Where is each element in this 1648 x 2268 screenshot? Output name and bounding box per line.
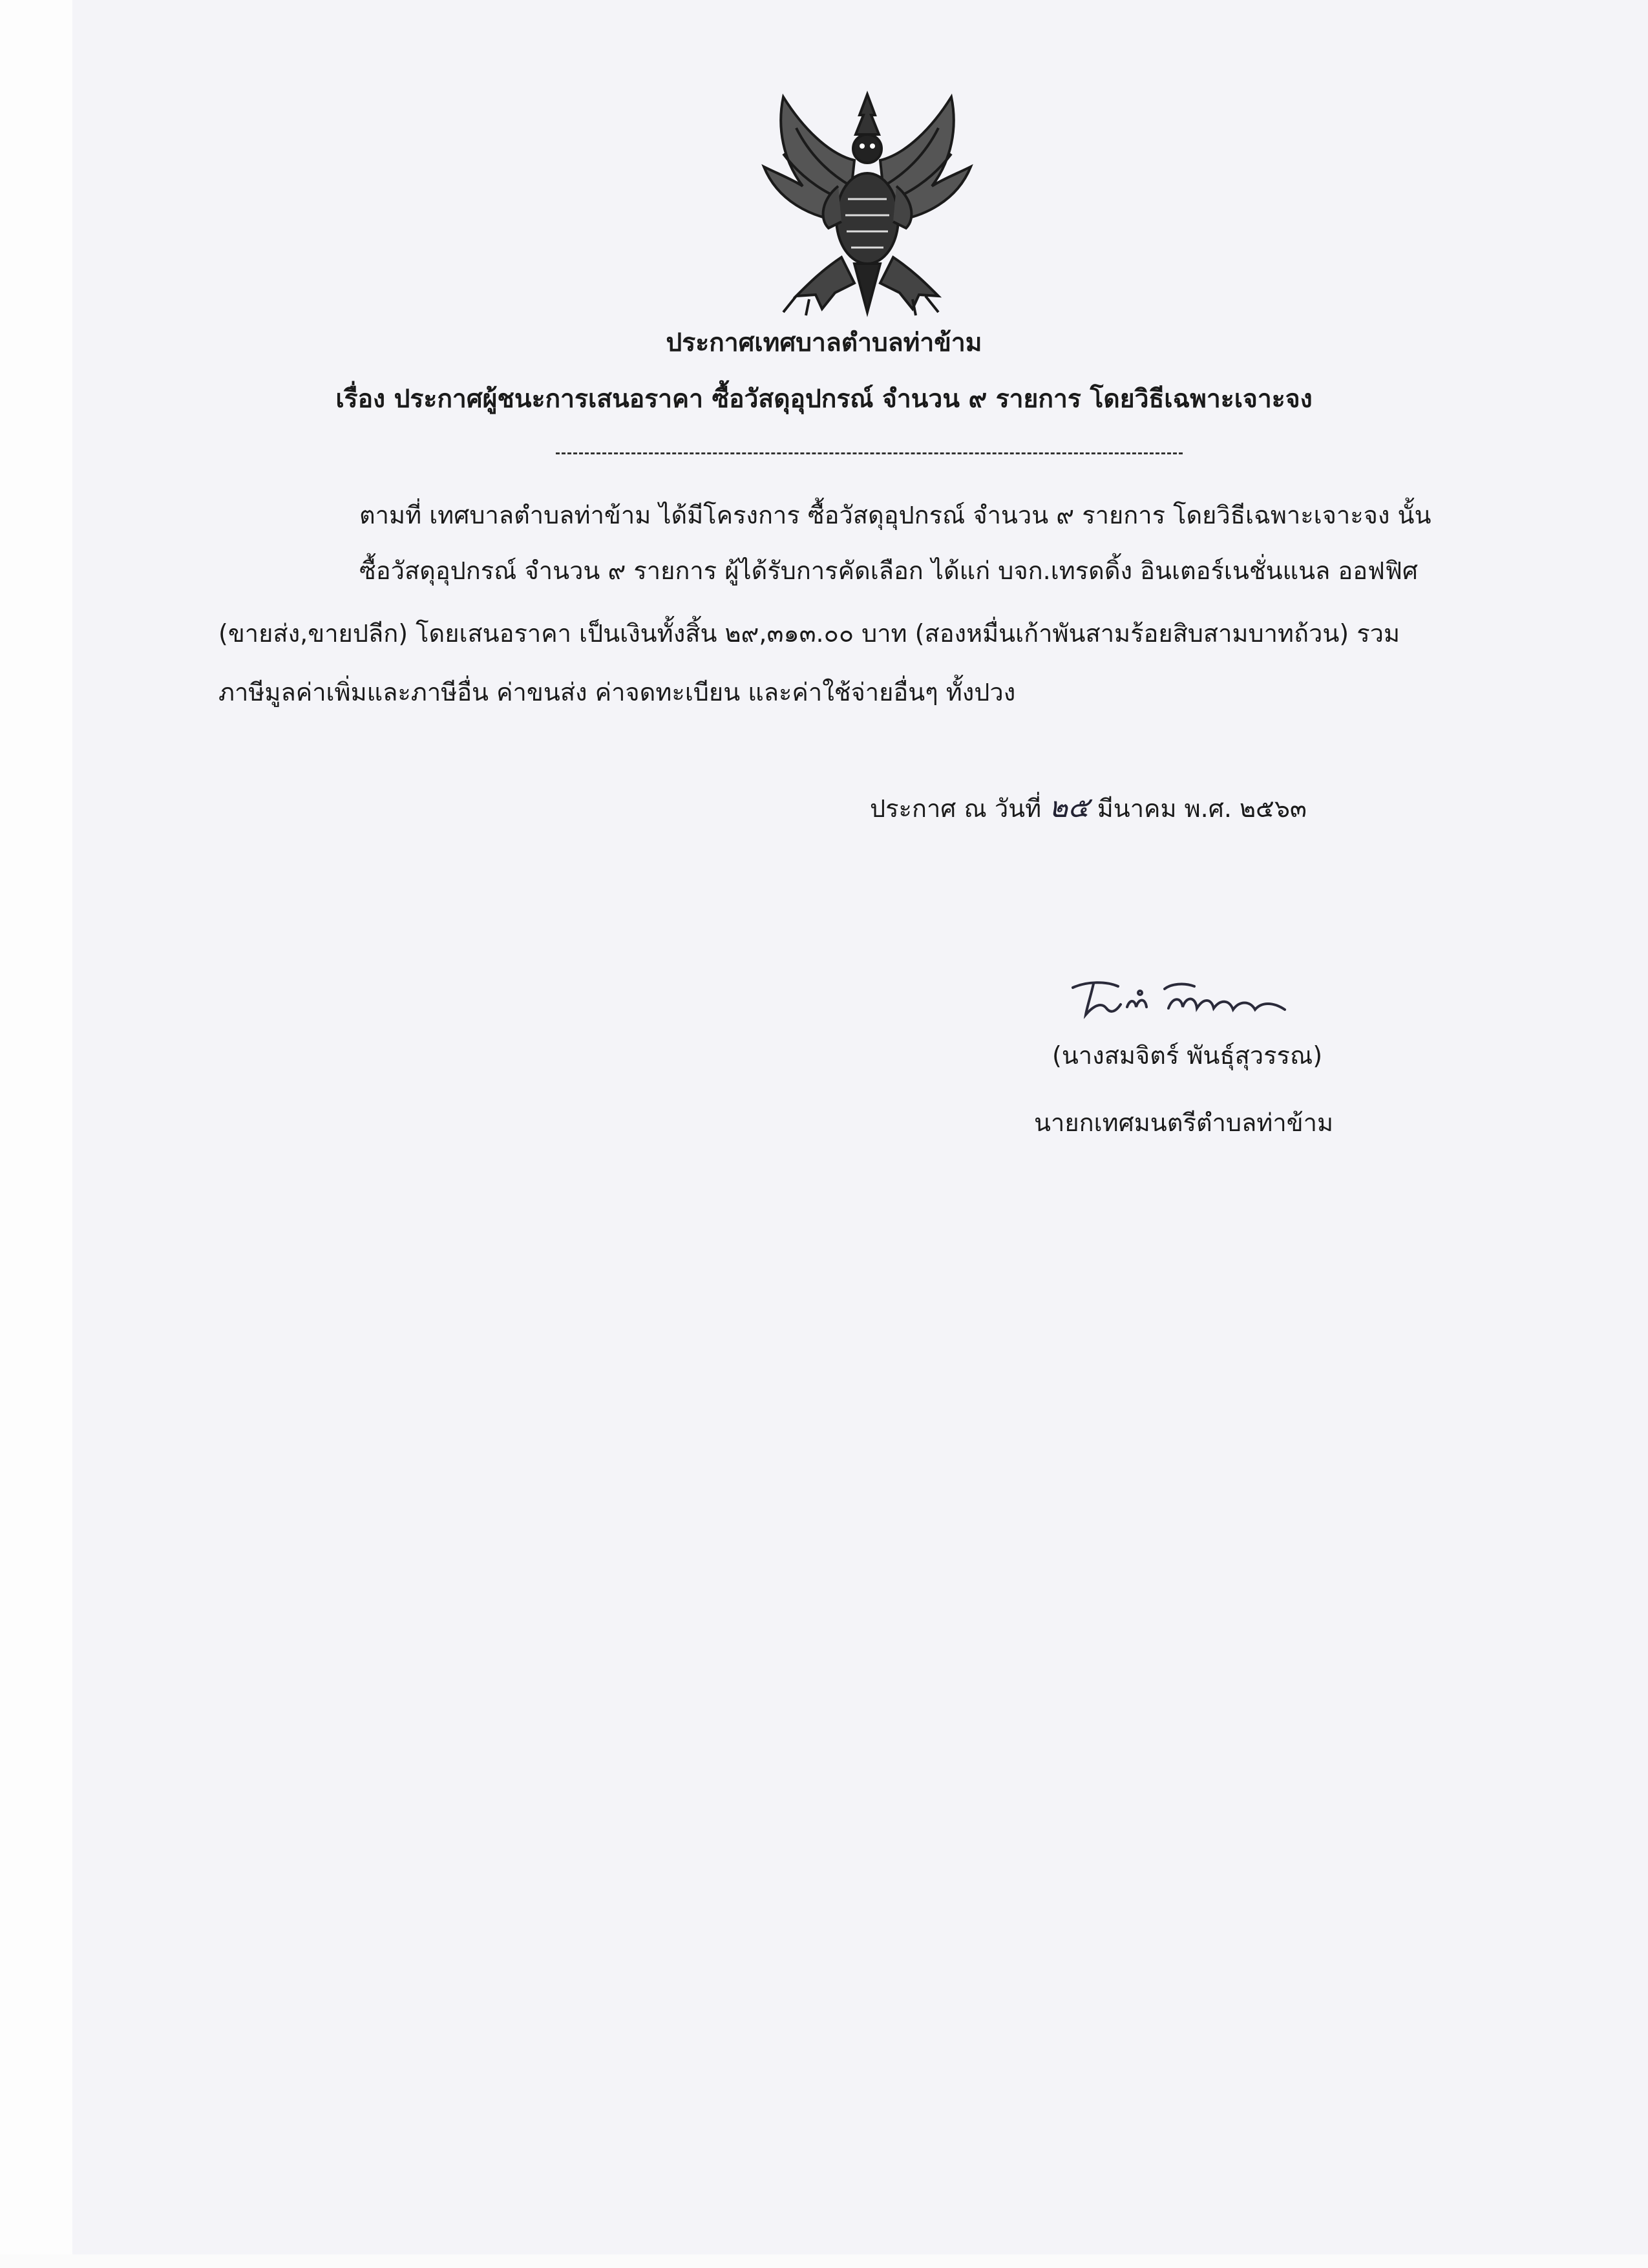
body-line-1: ตามที่ เทศบาลตำบลท่าข้าม ได้มีโครงการ ซื้อวัสดุอุปกรณ์ จำนวน ๙ รายการ โดยวิธีเฉพาะเจาะจง นั้น	[359, 501, 1431, 529]
date-suffix: มีนาคม พ.ศ. ๒๕๖๓	[1097, 794, 1307, 823]
body-line-2: ซื้อวัสดุอุปกรณ์ จำนวน ๙ รายการ ผู้ได้รับการคัดเลือก ได้แก่ บจก.เทรดดิ้ง อินเตอร์เนชั่นแนล ออฟฟิศ	[359, 556, 1418, 585]
signer-name: (นางสมจิตร์ พันธุ์สุวรรณ)	[1052, 1041, 1323, 1070]
document-title: ประกาศเทศบาลตำบลท่าข้าม	[666, 328, 982, 357]
scan-bottom-edge	[0, 2254, 1648, 2268]
date-prefix: ประกาศ ณ วันที่	[870, 794, 1042, 823]
body-line-3: (ขายส่ง,ขายปลีก) โดยเสนอราคา เป็นเงินทั้งสิ้น ๒๙,๓๑๓.๐๐ บาท (สองหมื่นเก้าพันสามร้อยสิบสามบาทถ้วน) รวม	[218, 619, 1400, 648]
garuda-emblem	[757, 89, 977, 321]
document-subject: เรื่อง ประกาศผู้ชนะการเสนอราคา ซื้อวัสดุอุปกรณ์ จำนวน ๙ รายการ โดยวิธีเฉพาะเจาะจง	[335, 385, 1313, 414]
announcement-date	[870, 792, 1307, 825]
handwritten-signature	[1068, 970, 1300, 1028]
signer-position: นายกเทศมนตรีตำบลท่าข้าม	[1034, 1108, 1334, 1137]
body-line-4: ภาษีมูลค่าเพิ่มและภาษีอื่น ค่าขนส่ง ค่าจดทะเบียน และค่าใช้จ่ายอื่นๆ ทั้งปวง	[218, 678, 1016, 706]
divider	[556, 452, 1183, 454]
date-day-handwritten: ๒๕	[1049, 791, 1090, 824]
